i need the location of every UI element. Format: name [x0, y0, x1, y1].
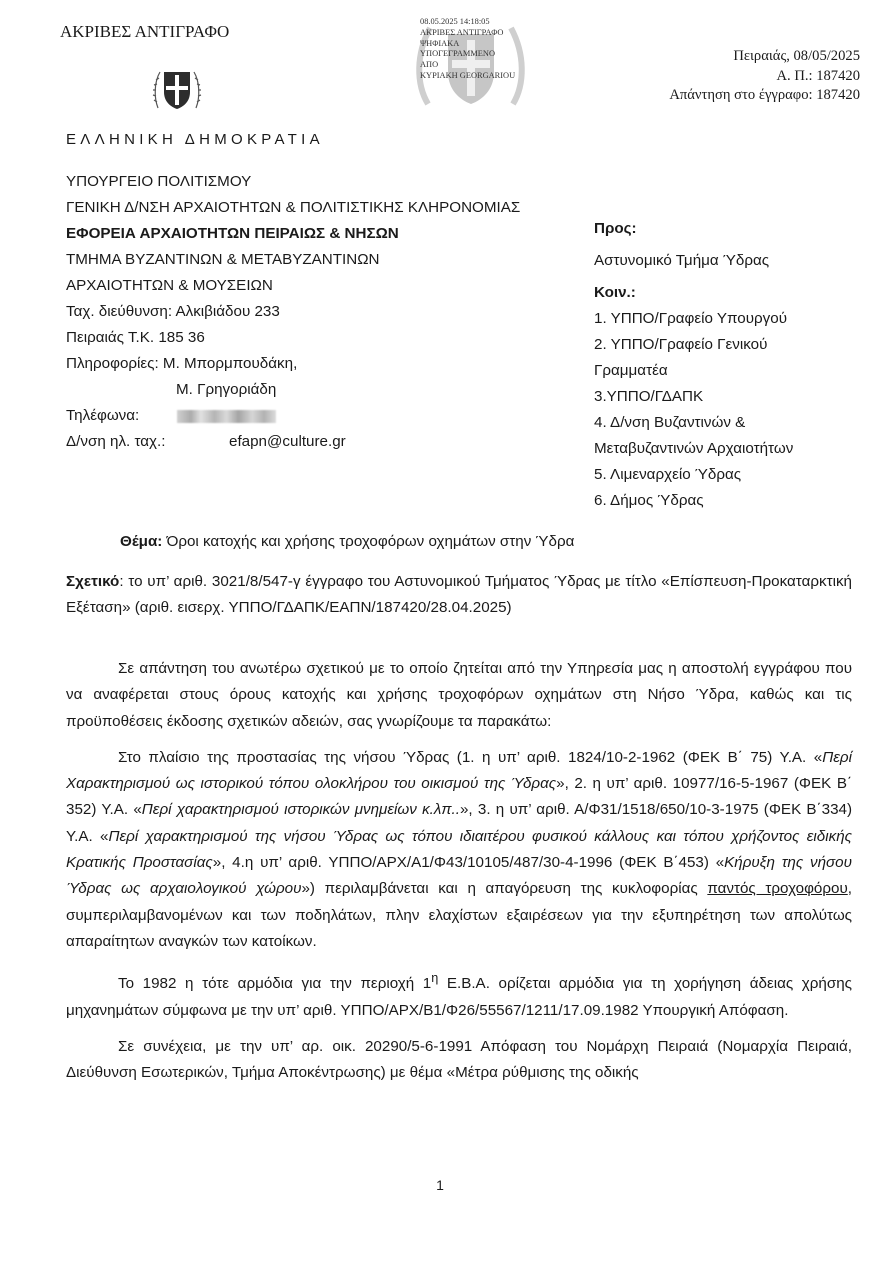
p2-italic: Κήρυξη της νήσου Ύδρας ως αρχαιολογικού χώρου: [66, 854, 852, 898]
phones-row: [66, 403, 576, 429]
ministry: ΥΠΟΥΡΓΕΙΟ ΠΟΛΙΤΙΣΜΟΥ: [66, 173, 252, 190]
cc-item: 2. ΥΠΠΟ/Γραφείο Γενικού: [594, 336, 768, 353]
related-label: Σχετικό: [66, 573, 120, 590]
postal-address: Ταχ. διεύθυνση: Αλκιβιάδου 233: [66, 303, 280, 320]
p2-text: », 2. η υπ’ αριθ. 10977/16-5-1967 (ΦΕΚ Β΄ 352) Υ.Α. «: [66, 775, 853, 819]
greek-coat-of-arms-icon: [152, 64, 202, 114]
redacted-phone: [177, 410, 276, 423]
related-reference: [66, 569, 852, 621]
general-directorate: ΓΕΝΙΚΗ Δ/ΝΣΗ ΑΡΧΑΙΟΤΗΤΩΝ & ΠΟΛΙΤΙΣΤΙΚΗΣ ΚΛΗΡΟΝΟΜΙΑΣ: [66, 199, 521, 216]
recipients-block: [594, 216, 864, 514]
related-text: : το υπ’ αριθ. 3021/8/547-γ έγγραφο του Αστυνομικού Τμήματος Ύδρας με τίτλο «Επίσπευση-Προκαταρκτική Εξέταση» (αριθ. εισερχ. ΥΠΠΟ/ΓΔΑΠΚ/ΕΑΠΝ/187420/28.04.2025): [66, 573, 852, 616]
paragraph-3: [66, 965, 852, 1024]
p2-text: ») περιλαμβάνεται και η απαγόρευση της κυκλοφορίας: [301, 880, 708, 898]
department-line-2: ΑΡΧΑΙΟΤΗΤΩΝ & ΜΟΥΣΕΙΩΝ: [66, 277, 273, 294]
page-number: 1: [436, 1177, 444, 1193]
republic-heading: ΕΛΛΗΝΙΚΗ ΔΗΜΟΚΡΑΤΙΑ: [66, 131, 324, 148]
p2-italic: Περί χαρακτηρισμού της νήσου Ύδρας ως τόπου ιδιαιτέρου φυσικού κάλλους και τόπου χρήζοντος ειδικής Κρατικής Προστασίας: [66, 827, 853, 872]
p2-underlined: παντός τροχοφόρου: [707, 880, 848, 898]
p3-text: Το 1982 η τότε αρμόδια για την περιοχή 1: [118, 975, 432, 993]
email-row: [66, 429, 576, 455]
paragraph-2: [66, 745, 852, 955]
cc-label: Κοιν.:: [594, 284, 636, 301]
p2-text: , συμπεριλαμβανομένων και των ποδηλάτων, πλην ελαχίστων εξαιρέσεων για την εξυπηρέτηση των απολύτως απαραίτητων αναγκών των κατοίκων.: [66, 880, 852, 950]
certified-copy-label: ΑΚΡΙΒΕΣ ΑΝΤΙΓΡΑΦΟ: [60, 22, 230, 41]
letter-body: [66, 656, 852, 1097]
protocol-number: Α. Π.: 187420: [776, 67, 860, 84]
phones-label: Τηλέφωνα:: [66, 407, 140, 424]
subject-line: [120, 533, 574, 550]
sender-block: [66, 169, 576, 455]
postal-code: Πειραιάς Τ.Κ. 185 36: [66, 329, 205, 346]
p3-superscript: η: [431, 971, 439, 986]
p2-italic: Περί Χαρακτηρισμού ως ιστορικού τόπου ολοκλήρου του οικισμού της Ύδρας: [66, 748, 852, 793]
cc-item: Γραμματέα: [594, 362, 668, 379]
subject-label: Θέμα:: [120, 533, 163, 550]
cc-item: 5. Λιμεναρχείο Ύδρας: [594, 466, 742, 483]
p2-text: », 3. η υπ’ αριθ. Α/Φ31/1518/650/10-3-1975 (ΦΕΚ Β΄334) Υ.Α. «: [66, 801, 853, 845]
subject-text: Όροι κατοχής και χρήσης τροχοφόρων οχημάτων στην Ύδρα: [162, 533, 575, 550]
p2-italic: Περί χαρακτηρισμού ιστορικών μνημείων κ.λπ..: [141, 801, 460, 819]
ephorate: ΕΦΟΡΕΙΑ ΑΡΧΑΙΟΤΗΤΩΝ ΠΕΙΡΑΙΩΣ & ΝΗΣΩΝ: [66, 225, 399, 242]
paragraph-1: Σε απάντηση του ανωτέρω σχετικού με το οποίο ζητείται από την Υπηρεσία μας η αποστολή εγγράφου που να αναφέρεται στους όρους κατοχής και χρήσης τροχοφόρων οχημάτων στη Νήσο Ύδρα, καθώς και τις προϋποθέσεις έκδοσης σχετικών αδειών, σας γνωρίζουμε τα παρακάτω:: [66, 660, 852, 730]
cc-item: 4. Δ/νση Βυζαντινών &: [594, 414, 746, 431]
paragraph-4: Σε συνέχεια, με την υπ’ αρ. οικ. 20290/5-6-1991 Απόφαση του Νομάρχη Πειραιά (Νομαρχία Πειραιά, Διεύθυνση Εσωτερικών, Τμήμα Αποκέντρωσης) με θέμα «Μέτρα ρύθμισης της οδικής: [66, 1037, 852, 1082]
department-line-1: ΤΜΗΜΑ ΒΥΖΑΝΤΙΝΩΝ & ΜΕΤΑΒΥΖΑΝΤΙΝΩΝ: [66, 251, 380, 268]
to-label: Προς:: [594, 220, 637, 237]
digital-signature-text: 08.05.2025 14:18:05 ΑΚΡΙΒΕΣ ΑΝΤΙΓΡΑΦΟ ΨΗΦΙΑΚΑ ΥΠΟΓΕΓΡΑΜΜΕΝΟ ΑΠΟ ΚΥΡΙΑΚΗ GEORGARIOU: [420, 17, 516, 80]
document-reference-block: [669, 47, 860, 106]
cc-item: 3.ΥΠΠΟ/ΓΔΑΠΚ: [594, 388, 704, 405]
cc-item: 1. ΥΠΠΟ/Γραφείο Υπουργού: [594, 310, 788, 327]
p3-text: Ε.Β.Α. ορίζεται αρμόδια για τη χορήγηση άδειας χρήσης μηχανημάτων σύμφωνα με την υπ’ αριθ. ΥΠΠΟ/ΑΡΧ/Β1/Φ26/55567/1211/17.09.1982 Υπουργική Απόφαση.: [66, 975, 852, 1019]
contact-info-2: Μ. Γρηγοριάδη: [176, 381, 277, 398]
email-address: efapn@culture.gr: [229, 433, 346, 450]
p2-text: », 4.η υπ’ αριθ. ΥΠΠΟ/ΑΡΧ/Α1/Φ43/10105/487/30-4-1996 (ΦΕΚ Β΄453) «: [212, 854, 725, 872]
cc-item: Μεταβυζαντινών Αρχαιοτήτων: [594, 440, 794, 457]
contact-info: Πληροφορίες: Μ. Μπορμπουδάκη,: [66, 355, 298, 372]
p2-text: Στο πλαίσιο της προστασίας της νήσου Ύδρας (1. η υπ’ αριθ. 1824/10-2-1962 (ΦΕΚ Β΄ 75) Υ.Α. «: [118, 748, 823, 766]
reply-reference: Απάντηση στο έγγραφο: 187420: [669, 87, 860, 103]
to-recipient: Αστυνομικό Τμήμα Ύδρας: [594, 252, 770, 269]
cc-item: 6. Δήμος Ύδρας: [594, 492, 704, 509]
email-label: Δ/νση ηλ. ταχ.:: [66, 433, 166, 450]
city-date: Πειραιάς, 08/05/2025: [733, 48, 860, 64]
